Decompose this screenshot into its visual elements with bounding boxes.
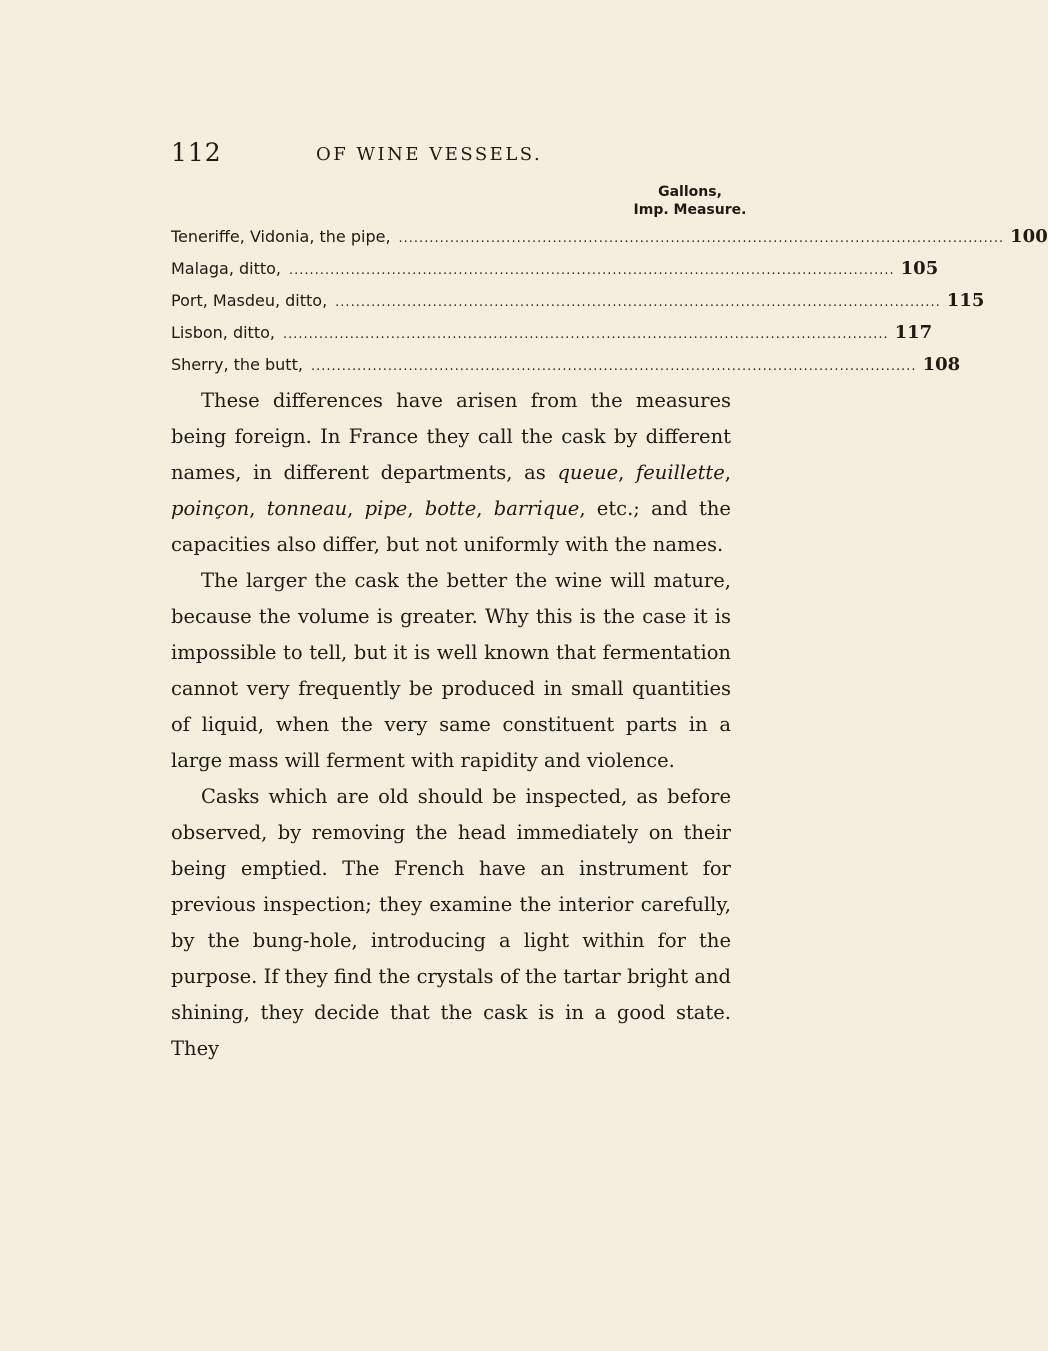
row-name: Lisbon, ditto, — [171, 323, 275, 342]
paragraph-1: These differences have arisen from the measures being foreign. In France they call the cask by different names, in different departments, as queue, feuillette, poinçon, tonneau, pipe, botte, barrique, etc.; and the capacities also differ, but not uniformly with the names. — [171, 389, 731, 556]
row-value: 117 — [894, 322, 933, 343]
row-name: Sherry, the butt, — [171, 355, 303, 374]
page-number: 112 — [171, 138, 222, 167]
column-heading — [615, 183, 765, 219]
row-name: Port, Masdeu, ditto, — [171, 291, 328, 310]
leader-dots: ...................................................................................................................... — [310, 359, 917, 374]
table-row — [171, 322, 933, 354]
paragraph-2: The larger the cask the better the wine will mature, because the volume is greater. Why this is the case it is impossible to tell, but it is well known that fermentation cannot very frequently be produced in small quantities of liquid, when the very same constituent parts in a large mass will ferment with rapidity and violence. — [171, 569, 731, 772]
table-row — [171, 354, 961, 386]
leader-dots: ...................................................................................................................... — [335, 295, 941, 310]
term-poincon: poinçon — [171, 497, 250, 520]
row-value: 115 — [946, 290, 985, 311]
table-row — [171, 290, 985, 322]
paragraph-1-start: These differences have arisen from the measures being foreign. In France they call the cask by different names, in different departments, as — [171, 389, 731, 484]
page-header — [0, 138, 800, 178]
row-value: 108 — [922, 354, 961, 375]
row-name: Teneriffe, Vidonia, the pipe, — [171, 227, 391, 246]
leader-dots: ...................................................................................................................... — [282, 327, 889, 342]
body-text — [171, 383, 731, 1067]
term-queue: queue — [557, 461, 619, 484]
paragraph-3: Casks which are old should be inspected, as before observed, by removing the head immediately on their being emptied. The French have an instrument for previous inspection; they examine the interior carefully, by the bung-hole, introducing a light within for the purpose. If they find the crystals of the tartar bright and shining, they decide that the cask is in a good state. They — [171, 785, 731, 1060]
leader-dots: ...................................................................................................................... — [289, 263, 895, 278]
running-title: OF WINE VESSELS. — [316, 144, 543, 165]
term-barrique: barrique — [493, 497, 580, 520]
term-pipe: pipe — [364, 497, 408, 520]
term-tonneau: tonneau — [266, 497, 348, 520]
term-feuillette: feuillette — [636, 461, 725, 484]
capacity-table — [171, 226, 1048, 386]
column-heading-unit: Gallons, — [658, 184, 722, 200]
term-botte: botte — [424, 497, 477, 520]
paragraph-1-end: etc.; and the capacities also differ, but not uniformly with the names. — [171, 497, 731, 556]
row-value: 100 — [1010, 226, 1048, 247]
table-row — [171, 226, 1048, 258]
table-row — [171, 258, 939, 290]
column-heading-measure: Imp. Measure. — [633, 202, 747, 218]
row-name: Malaga, ditto, — [171, 259, 282, 278]
row-value: 105 — [900, 258, 939, 279]
leader-dots: ...................................................................................................................... — [398, 231, 1005, 246]
